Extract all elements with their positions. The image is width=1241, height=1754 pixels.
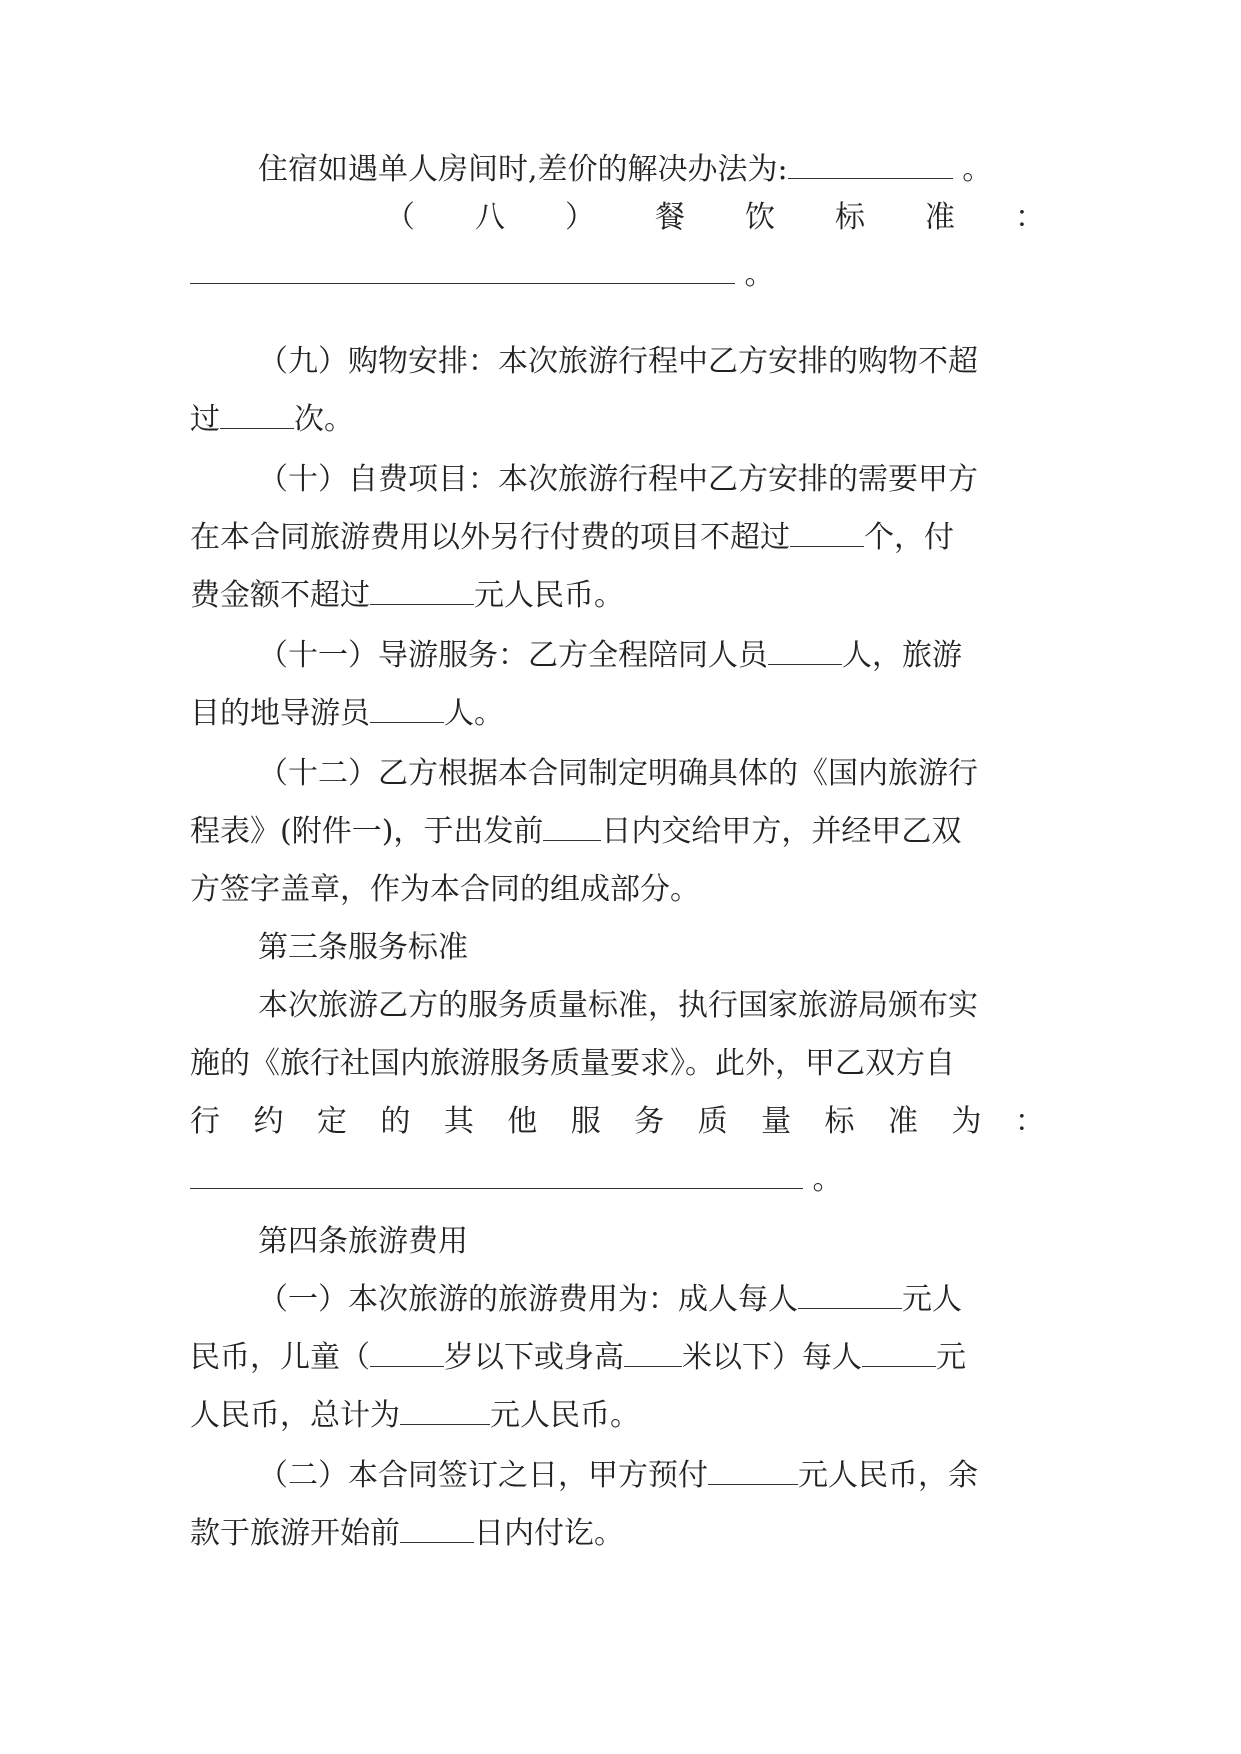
char: ： [1015,200,1045,235]
itinerary-line-3 [190,870,1045,910]
fee-line-3 [190,1396,1045,1436]
char: 为 [951,1104,982,1139]
shopping-line-1 [258,342,1045,382]
text: 款于旅游开始前 [190,1516,400,1551]
text: 。 [803,1162,843,1197]
blank-field [370,696,444,723]
service-standard-line-3 [190,1102,1045,1142]
text: 元人民币，余 [798,1458,978,1493]
char: 定 [316,1104,347,1139]
blank-field [768,638,842,665]
blank-field [798,1282,902,1309]
text: 个，付 [864,520,954,555]
char: 行 [190,1104,220,1139]
char: 其 [443,1104,474,1139]
self-paid-line-2 [190,518,1045,558]
char: 的 [380,1104,411,1139]
text: 元人民币。 [490,1398,640,1433]
meal-standard-heading [385,198,1045,238]
self-paid-line-1 [258,460,1045,500]
text: 人民币，总计为 [190,1398,400,1433]
blank-field [370,578,474,605]
char: 约 [253,1104,284,1139]
text: 日内交给甲方，并经甲乙双 [601,814,962,849]
text: 人，旅游 [842,638,962,673]
shopping-line-2 [190,400,1045,440]
char: 量 [761,1104,792,1139]
text: 岁以下或身高 [444,1340,624,1375]
char: （ [385,200,415,235]
blank-field [708,1458,798,1485]
service-standard-line-1 [258,986,1045,1026]
char: 标 [824,1104,855,1139]
char: 八 [475,200,505,235]
prepayment-line-1 [258,1456,1045,1496]
char: 准 [887,1104,918,1139]
char: 饮 [745,200,775,235]
char: 质 [697,1104,728,1139]
blank-field [790,520,864,547]
text: 。 [735,257,775,292]
text: 米以下）每人 [682,1340,862,1375]
text: （一）本次旅游的旅游费用为：成人每人 [258,1282,798,1317]
text: （十一）导游服务：乙方全程陪同人员 [258,638,768,673]
guide-service-line-2 [190,694,1045,734]
text: 第三条服务标准 [258,930,468,965]
text: 在本合同旅游费用以外另行付费的项目不超过 [190,520,790,555]
char: 准 [925,200,955,235]
guide-service-line-1 [258,636,1045,676]
blank-field [190,1162,803,1189]
blank-field [400,1398,490,1425]
char: 餐 [655,200,685,235]
text: 施的《旅行社国内旅游服务质量要求》。此外，甲乙双方自 [190,1046,955,1081]
text: 元人 [902,1282,962,1317]
text: （十）自费项目：本次旅游行程中乙方安排的需要甲方 [258,462,978,497]
text: 人。 [444,696,504,731]
prepayment-line-2 [190,1514,1045,1554]
text: （九）购物安排：本次旅游行程中乙方安排的购物不超 [258,344,978,379]
char: ） [565,200,595,235]
char: ： [1014,1104,1045,1139]
text: （二）本合同签订之日，甲方预付 [258,1458,708,1493]
char: 务 [634,1104,665,1139]
meal-standard-blank-line [190,255,1045,295]
service-standard-line-2 [190,1044,1045,1084]
char: 标 [835,200,865,235]
text: 第四条旅游费用 [258,1224,468,1259]
blank-field [370,1340,444,1367]
article-4-heading [258,1222,1045,1262]
blank-field [220,402,294,429]
text: 方签字盖章，作为本合同的组成部分。 [190,872,700,907]
self-paid-line-3 [190,576,1045,616]
text: 日内付讫。 [474,1516,624,1551]
char: 服 [570,1104,601,1139]
text: 费金额不超过 [190,578,370,613]
article-3-heading [258,928,1045,968]
itinerary-line-2 [190,812,1045,852]
text: 本次旅游乙方的服务质量标准，执行国家旅游局颁布实 [258,988,978,1023]
text: 程表》(附件一)，于出发前 [190,814,544,849]
char: 他 [507,1104,538,1139]
text: 元 [936,1340,966,1375]
blank-field [190,257,735,284]
service-standard-blank-line [190,1160,1045,1200]
blank-field [862,1340,936,1367]
fee-line-1 [258,1280,1045,1320]
blank-field [543,814,601,841]
blank-field [400,1516,474,1543]
text: 目的地导游员 [190,696,370,731]
text: （十二）乙方根据本合同制定明确具体的《国内旅游行 [258,756,978,791]
text: 次。 [294,402,354,437]
accommodation-line [258,150,1045,190]
text: 过 [190,402,220,437]
blank-field [624,1340,682,1367]
text: 住宿如遇单人房间时,差价的解决办法为: [258,152,788,187]
text: 。 [952,152,993,187]
text: 元人民币。 [474,578,624,613]
itinerary-line-1 [258,754,1045,794]
text: 民币，儿童（ [190,1340,370,1375]
fee-line-2 [190,1338,1045,1378]
blank-field [788,152,953,179]
